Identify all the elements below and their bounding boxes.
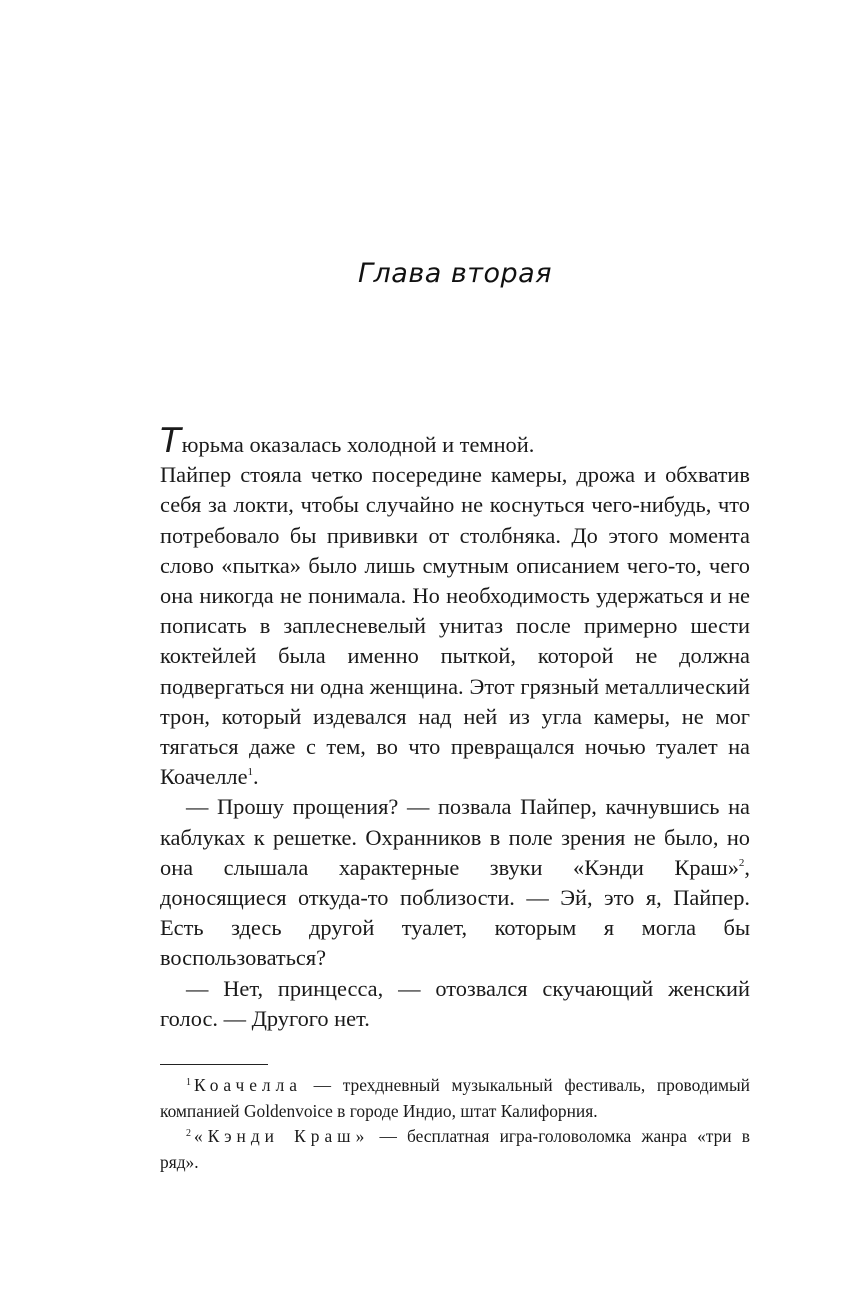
footnote-1-mark: 1 — [186, 1077, 191, 1088]
footnote-divider — [160, 1064, 268, 1065]
footnote-ref-2[interactable]: 2 — [738, 856, 745, 869]
footnote-2-text: — бесплатная игра-головоломка жанра «три в ряд». — [160, 1126, 750, 1172]
paragraph-2 — [160, 792, 750, 973]
body-text — [160, 421, 750, 1034]
footnotes — [160, 1073, 750, 1175]
footnote-2-mark: 2 — [186, 1128, 191, 1139]
footnote-ref-1[interactable]: 1 — [247, 766, 254, 779]
footnote-2 — [160, 1124, 750, 1175]
chapter-title: Глава вторая — [358, 258, 552, 289]
footnote-1-term: Коачелла — [194, 1075, 302, 1095]
first-line-text: юрьма оказалась холодной и темной. — [181, 432, 535, 457]
paragraph-2-text-b: , доносящиеся откуда-то поблизости. — Эй, это я, Пайпер. Есть здесь другой туалет, которым я могла бы воспользоваться? — [160, 854, 750, 971]
paragraph-3: — Нет, принцесса, — отозвался скучающий женский голос. — Другого нет. — [160, 975, 750, 1031]
first-line — [160, 421, 750, 461]
footnote-1 — [160, 1073, 750, 1124]
paragraph-1 — [160, 460, 750, 792]
footnote-2-term: «Кэнди Краш» — [194, 1126, 370, 1146]
drop-cap: Т — [160, 421, 181, 461]
paragraph-1-end: . — [253, 764, 259, 790]
paragraph-1-text: Пайпер стояла четко посередине камеры, дрожа и обхватив себя за локти, чтобы случайно не коснуться чего-нибудь, что потребовало бы прививки от столбняка. До этого момента слово «пытка» было лишь смутным описанием чего-то, чего она никогда не понимала. Но необходимость удержаться и не пописать в заплесневелый унитаз после примерно шести коктейлей была именно пыткой, которой не должна подвергаться ни одна женщина. Этот грязный металлический трон, который издевался над ней из угла камеры, не мог тягаться даже с тем, во что превращался ночью туалет на Коачелле — [160, 462, 750, 790]
paragraph-2-text-a: — Прошу прощения? — позвала Пайпер, качнувшись на каблуках к решетке. Охранников в поле зрения не было, но она слышала характерные звуки «Кэнди Краш» — [160, 794, 750, 880]
footnote-1-text: — трехдневный музыкальный фестиваль, проводимый компанией Goldenvoice в городе Индио, штат Калифорния. — [160, 1075, 750, 1121]
